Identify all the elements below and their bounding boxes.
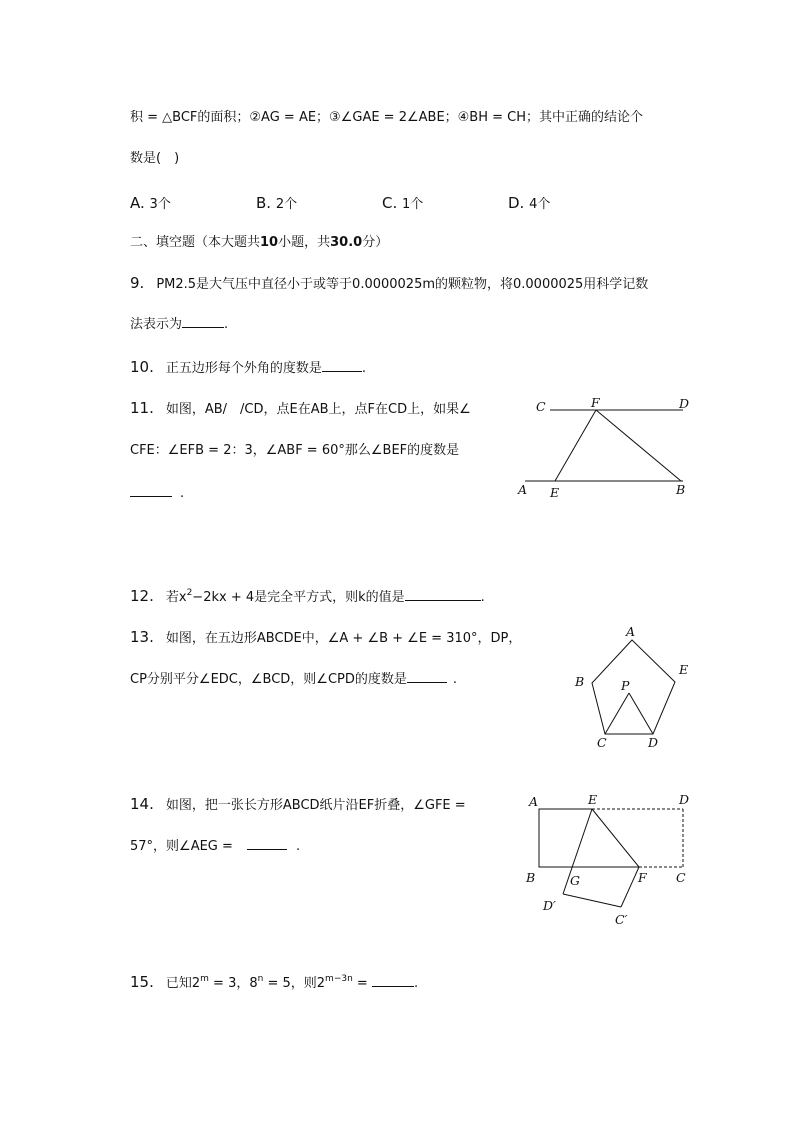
q9-line1 [130, 276, 648, 291]
option-value: 1个 [402, 197, 424, 212]
q9-line2 [130, 318, 228, 331]
answer-blank [405, 599, 481, 601]
q14-end: . [296, 839, 301, 854]
pentagon-abcde [592, 640, 675, 734]
option-value: 4个 [529, 197, 551, 212]
segment-dp [629, 693, 653, 734]
section-heading-pre: 二、填空题（本大题共 [130, 235, 261, 250]
q15 [130, 975, 418, 990]
q15-exponent: m [200, 974, 209, 984]
q11-line2: CFE：∠EFB = 2：3，∠ABF = 60°那么∠BEF的度数是 [130, 443, 460, 458]
figure-q14 [520, 790, 700, 930]
segment-ef [592, 809, 639, 867]
q12-text-post: −2kx + 4是完全平方式，则k的值是 [192, 590, 405, 605]
label-d: D [679, 792, 690, 807]
option-letter: D. [508, 194, 525, 212]
option-letter: A. [130, 194, 145, 212]
answer-blank [130, 495, 172, 497]
label-p: P [621, 678, 630, 693]
section-heading-mid: 小题，共 [278, 235, 331, 250]
q14-text: 如图，把一张长方形ABCD纸片沿EF折叠，∠GFE = [165, 798, 466, 813]
label-b: B [526, 870, 536, 885]
question-number: 12. [130, 587, 154, 605]
option-value: 3个 [149, 197, 171, 212]
label-f: F [638, 870, 647, 885]
q12 [130, 589, 485, 604]
segment-c2f [621, 867, 639, 907]
option-value: 2个 [275, 197, 298, 212]
q15-exponent: n [257, 974, 264, 984]
figure-q11 [510, 395, 700, 505]
q11-text: 如图，AB/ /CD，点E在AB上，点F在CD上，如果∠ [165, 402, 471, 417]
q15-part: 已知2 [165, 976, 201, 991]
q8-text-line2: 数是( ) [130, 151, 180, 166]
label-e: E [679, 662, 689, 677]
answer-blank [407, 681, 447, 683]
q15-part: = 3，8 [208, 976, 258, 991]
section-heading [130, 236, 388, 249]
answer-blank [372, 985, 414, 987]
label-c-prime: C′ [615, 912, 628, 927]
q10 [130, 360, 366, 375]
q14-line2 [130, 840, 300, 853]
q10-text: 正五边形每个外角的度数是 [165, 361, 322, 376]
q15-part: = 5，则2 [263, 976, 326, 991]
label-b: B [676, 482, 686, 497]
section-score: 30.0 [330, 235, 363, 250]
q12-text-pre: 若x [165, 590, 187, 605]
q9-text: PM2.5是大气压中直径小于或等于0.0000025m的颗粒物，将0.0000025用科学记数 [156, 277, 649, 292]
label-c: C [597, 735, 607, 750]
segment-d2c2 [563, 894, 621, 907]
segment-fe [555, 410, 596, 481]
segment-fb [596, 410, 681, 481]
q13-text-cont: CP分别平分∠EDC，∠BCD，则∠CPD的度数是 [130, 672, 407, 687]
answer-blank [322, 370, 362, 372]
question-number: 9. [130, 274, 145, 292]
label-c: C [676, 870, 686, 885]
q12-exponent: 2 [186, 588, 193, 598]
question-number: 10. [130, 358, 154, 376]
label-a: A [626, 624, 636, 639]
q14-text-cont: 57°，则∠AEG = [130, 839, 238, 854]
q15-part: = [352, 976, 372, 991]
figure-q13 [565, 620, 700, 755]
label-d: D [648, 735, 659, 750]
q14-line1 [130, 797, 466, 812]
q13-line2 [130, 673, 457, 686]
q13-text: 如图，在五边形ABCDE中，∠A + ∠B + ∠E = 310°，DP， [165, 631, 522, 646]
section-question-count: 10 [260, 235, 279, 250]
q11-line1 [130, 401, 471, 416]
label-e: E [550, 485, 560, 500]
label-g: G [570, 873, 580, 888]
label-e: E [588, 792, 598, 807]
q8-option-c [382, 193, 423, 212]
answer-blank [247, 848, 287, 850]
q13-line1 [130, 630, 521, 645]
question-number: 13. [130, 628, 154, 646]
label-c: C [536, 399, 546, 414]
q9-end: . [224, 317, 229, 332]
q8-option-b [256, 193, 297, 212]
q11-end: . [180, 486, 185, 501]
segment-cp [605, 693, 629, 734]
q10-end: . [361, 361, 367, 376]
answer-blank [182, 326, 224, 328]
label-b: B [575, 674, 585, 689]
q13-end: . [452, 672, 458, 687]
q8-text-line1: 积 = △BCF的面积；②AG = AE；③∠GAE = 2∠ABE；④BH = CH；其中正确的结论个 [130, 110, 644, 125]
section-heading-post: 分） [362, 235, 389, 250]
question-number: 15. [130, 973, 154, 991]
label-d: D [679, 396, 690, 411]
question-number: 14. [130, 795, 154, 813]
q11-line3 [130, 487, 184, 500]
option-letter: C. [382, 194, 398, 212]
question-number: 11. [130, 399, 154, 417]
rectangle-abcd-left [539, 809, 592, 867]
q8-option-d [508, 193, 550, 212]
q15-end: . [413, 976, 419, 991]
q9-text-cont: 法表示为 [130, 317, 183, 332]
label-f: F [591, 395, 600, 410]
q8-option-a [130, 193, 171, 212]
option-letter: B. [256, 194, 272, 212]
label-d-prime: D′ [543, 898, 556, 913]
label-a: A [529, 794, 539, 809]
q12-end: . [480, 590, 485, 605]
q15-exponent: m−3n [325, 974, 353, 984]
label-a: A [518, 482, 528, 497]
